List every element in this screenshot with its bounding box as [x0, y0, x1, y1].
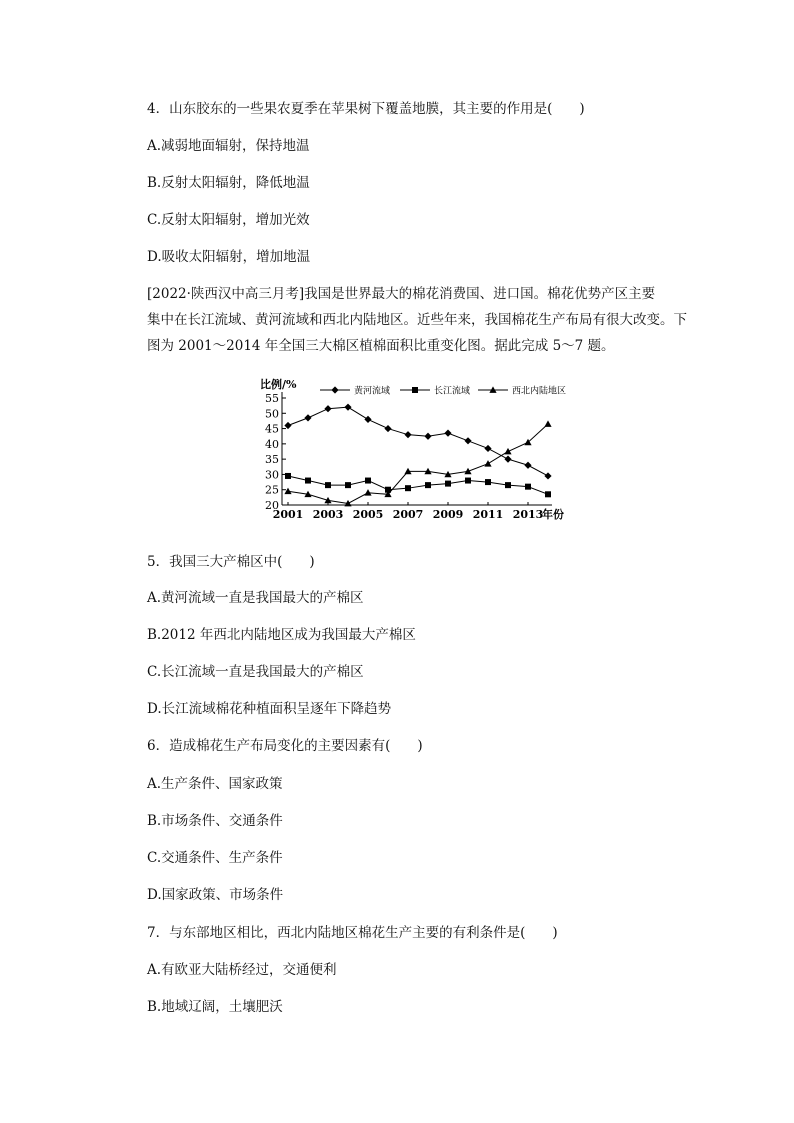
- q4-stem: 4．山东胶东的一些果农夏季在苹果树下覆盖地膜，其主要的作用是( ): [147, 101, 585, 117]
- x-tick-label: 2013: [512, 508, 544, 521]
- q7-option-b: B.地域辽阔，土壤肥沃: [147, 999, 283, 1015]
- series-0-point: [504, 456, 511, 463]
- q6-option-c: C.交通条件、生产条件: [147, 850, 283, 866]
- x-tick-label: 2003: [312, 508, 344, 521]
- legend-marker-0: [331, 386, 338, 393]
- q5-stem: 5．我国三大产棉区中( ): [147, 554, 315, 570]
- x-tick-label: 2005: [352, 508, 384, 521]
- y-tick-label: 35: [265, 453, 279, 467]
- series-2-point: [464, 468, 471, 474]
- series-1-point: [545, 491, 551, 497]
- x-tick-label: 2009: [432, 508, 464, 521]
- series-1-point: [485, 479, 491, 485]
- series-1-point: [445, 481, 451, 487]
- q7-option-a: A.有欧亚大陆桥经过，交通便利: [147, 962, 337, 978]
- q5-option-b: B.2012 年西北内陆地区成为我国最大产棉区: [147, 627, 416, 643]
- series-2-point: [484, 460, 491, 466]
- q5-option-d: D.长江流域棉花种植面积呈逐年下降趋势: [147, 701, 392, 717]
- q5-option-a: A.黄河流域一直是我国最大的产棉区: [147, 590, 364, 606]
- q4-option-d: D.吸收太阳辐射，增加地温: [147, 249, 311, 265]
- series-0-point: [544, 472, 551, 479]
- y-tick-label: 45: [265, 422, 279, 436]
- q6-option-b: B.市场条件、交通条件: [147, 813, 283, 829]
- series-1-point: [325, 482, 331, 488]
- q7-stem: 7．与东部地区相比，西北内陆地区棉花生产主要的有利条件是( ): [147, 925, 558, 941]
- series-1-point: [505, 482, 511, 488]
- y-tick-label: 30: [265, 468, 279, 482]
- series-0-point: [464, 437, 471, 444]
- series-1-point: [285, 473, 291, 479]
- series-2-point: [504, 448, 511, 454]
- q4-option-c: C.反射太阳辐射，增加光效: [147, 212, 310, 228]
- q5-option-c: C.长江流域一直是我国最大的产棉区: [147, 664, 364, 680]
- y-axis-title: 比例/%: [260, 378, 297, 391]
- x-tick-label: 2001: [272, 508, 304, 521]
- series-0-point: [424, 433, 431, 440]
- series-1-point: [305, 478, 311, 484]
- series-0-point: [484, 445, 491, 452]
- x-tick-label: 2011: [472, 508, 504, 521]
- q4-option-a: A.减弱地面辐射，保持地温: [147, 138, 310, 154]
- series-line-0: [288, 407, 548, 476]
- q6-stem: 6．造成棉花生产布局变化的主要因素有( ): [147, 738, 423, 754]
- series-0-point: [444, 430, 451, 437]
- series-0-point: [524, 462, 531, 469]
- series-1-point: [365, 478, 371, 484]
- series-2-point: [284, 488, 291, 494]
- series-0-point: [284, 422, 291, 429]
- series-2-point: [544, 420, 551, 426]
- series-0-point: [404, 431, 411, 438]
- series-1-point: [465, 478, 471, 484]
- y-tick-label: 55: [265, 392, 279, 405]
- q6-option-a: A.生产条件、国家政策: [147, 776, 283, 792]
- series-0-point: [304, 414, 311, 421]
- series-0-point: [344, 404, 351, 411]
- series-0-point: [324, 405, 331, 412]
- series-0-point: [364, 416, 371, 423]
- y-tick-label: 20: [265, 499, 279, 512]
- x-axis-title: 年份: [542, 508, 564, 521]
- series-1-point: [345, 482, 351, 488]
- series-1-point: [525, 484, 531, 490]
- series-0-point: [384, 425, 391, 432]
- series-1-point: [425, 482, 431, 488]
- legend-label-2: 西北内陆地区: [512, 386, 567, 397]
- q4-option-b: B.反射太阳辐射，降低地温: [147, 175, 310, 191]
- intro-line-3: 图为 2001～2014 年全国三大棉区植棉面积比重变化图。据此完成 5～7 题。: [147, 338, 615, 354]
- intro-line-1: [2022·陕西汉中高三月考]我国是世界最大的棉花消费国、进口国。棉花优势产区主要: [147, 286, 656, 302]
- legend-label-0: 黄河流域: [354, 386, 391, 397]
- y-tick-label: 50: [265, 407, 279, 421]
- series-1-point: [405, 485, 411, 491]
- q6-option-d: D.国家政策、市场条件: [147, 887, 284, 903]
- legend-label-1: 长江流域: [434, 386, 471, 397]
- intro-line-2: 集中在长江流域、黄河流域和西北内陆地区。近些年来，我国棉花生产布局有很大改变。下: [147, 312, 687, 328]
- cotton-area-chart: [250, 375, 570, 525]
- y-tick-label: 40: [265, 437, 279, 451]
- y-tick-label: 25: [265, 483, 279, 497]
- series-2-point: [364, 489, 371, 495]
- legend-marker-1: [412, 387, 418, 393]
- x-tick-label: 2007: [392, 508, 424, 521]
